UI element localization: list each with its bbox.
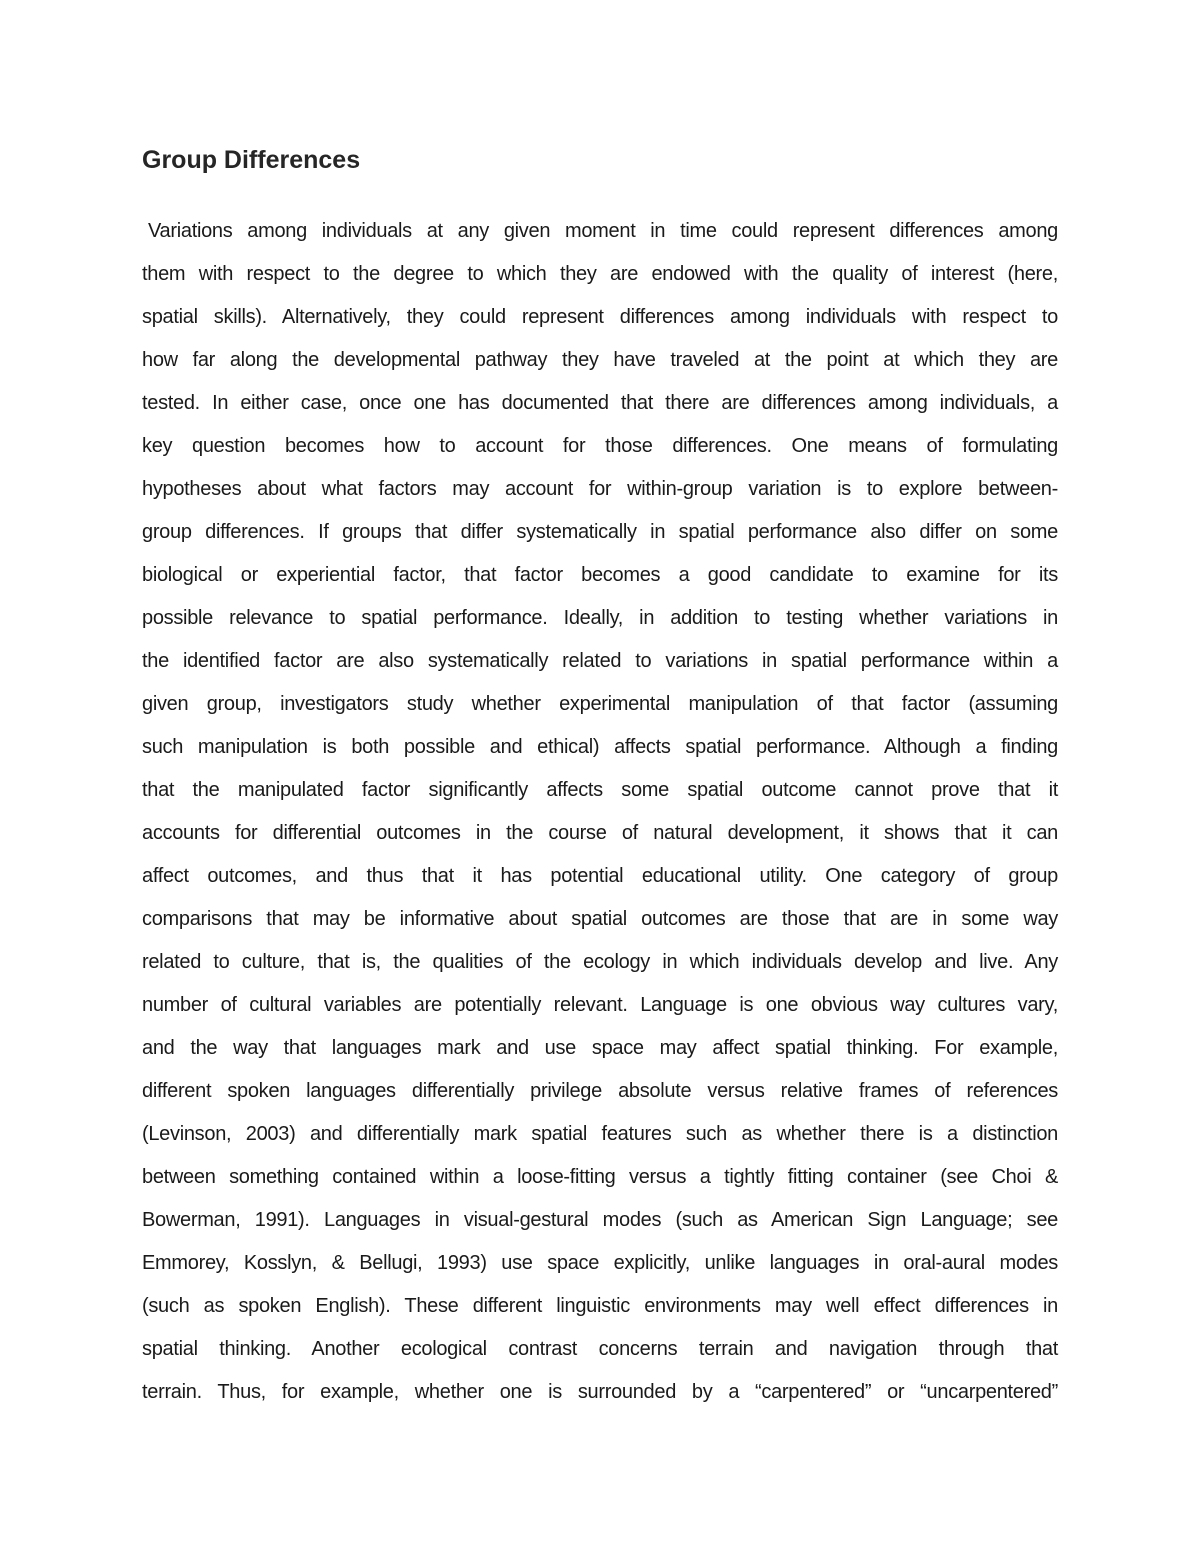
paragraph-line: spatial thinking. Another ecological contrast concerns terrain and navigation through that — [142, 1338, 1058, 1360]
paragraph-line: given group, investigators study whether experimental manipulation of that factor (assuming — [142, 693, 1058, 715]
paragraph-line: accounts for differential outcomes in the course of natural development, it shows that it can — [142, 822, 1058, 844]
paragraph-line: group differences. If groups that differ systematically in spatial performance also differ on some — [142, 521, 1058, 543]
paragraph-line: that the manipulated factor significantly affects some spatial outcome cannot prove that it — [142, 779, 1058, 801]
paragraph-line: how far along the developmental pathway they have traveled at the point at which they are — [142, 349, 1058, 371]
paragraph-line: different spoken languages differentially privilege absolute versus relative frames of references — [142, 1080, 1058, 1102]
paragraph-line: Bowerman, 1991). Languages in visual-gestural modes (such as American Sign Language; see — [142, 1209, 1058, 1231]
paragraph-line: Emmorey, Kosslyn, & Bellugi, 1993) use space explicitly, unlike languages in oral-aural modes — [142, 1252, 1058, 1274]
paragraph-line: spatial skills). Alternatively, they could represent differences among individuals with respect to — [142, 306, 1058, 328]
paragraph-line: biological or experiential factor, that factor becomes a good candidate to examine for its — [142, 564, 1058, 586]
paragraph-line: (such as spoken English). These different linguistic environments may well effect differences in — [142, 1295, 1058, 1317]
paragraph-line: the identified factor are also systematically related to variations in spatial performance within a — [142, 650, 1058, 672]
paragraph-line: number of cultural variables are potentially relevant. Language is one obvious way cultures vary, — [142, 994, 1058, 1016]
paragraph-line: Variations among individuals at any given moment in time could represent differences among — [148, 220, 1058, 242]
paragraph-line: and the way that languages mark and use space may affect spatial thinking. For example, — [142, 1037, 1058, 1059]
paragraph-line: related to culture, that is, the qualities of the ecology in which individuals develop and live. Any — [142, 951, 1058, 973]
paragraph-line: affect outcomes, and thus that it has potential educational utility. One category of group — [142, 865, 1058, 887]
section-heading: Group Differences — [142, 146, 361, 174]
paragraph-line: possible relevance to spatial performance. Ideally, in addition to testing whether variations in — [142, 607, 1058, 629]
paragraph-line: (Levinson, 2003) and differentially mark spatial features such as whether there is a distinction — [142, 1123, 1058, 1145]
paragraph-line: tested. In either case, once one has documented that there are differences among individuals, a — [142, 392, 1058, 414]
paragraph-line: terrain. Thus, for example, whether one is surrounded by a “carpentered” or “uncarpentered” — [142, 1381, 1058, 1403]
paragraph-line: key question becomes how to account for those differences. One means of formulating — [142, 435, 1058, 457]
paragraph-line: hypotheses about what factors may account for within-group variation is to explore between- — [142, 478, 1058, 500]
paragraph-line: comparisons that may be informative about spatial outcomes are those that are in some way — [142, 908, 1058, 930]
paragraph-line: such manipulation is both possible and ethical) affects spatial performance. Although a finding — [142, 736, 1058, 758]
paragraph-line: them with respect to the degree to which they are endowed with the quality of interest (here, — [142, 263, 1058, 285]
paragraph-line: between something contained within a loose-fitting versus a tightly fitting container (see Choi & — [142, 1166, 1058, 1188]
body-paragraph — [142, 210, 1058, 1414]
